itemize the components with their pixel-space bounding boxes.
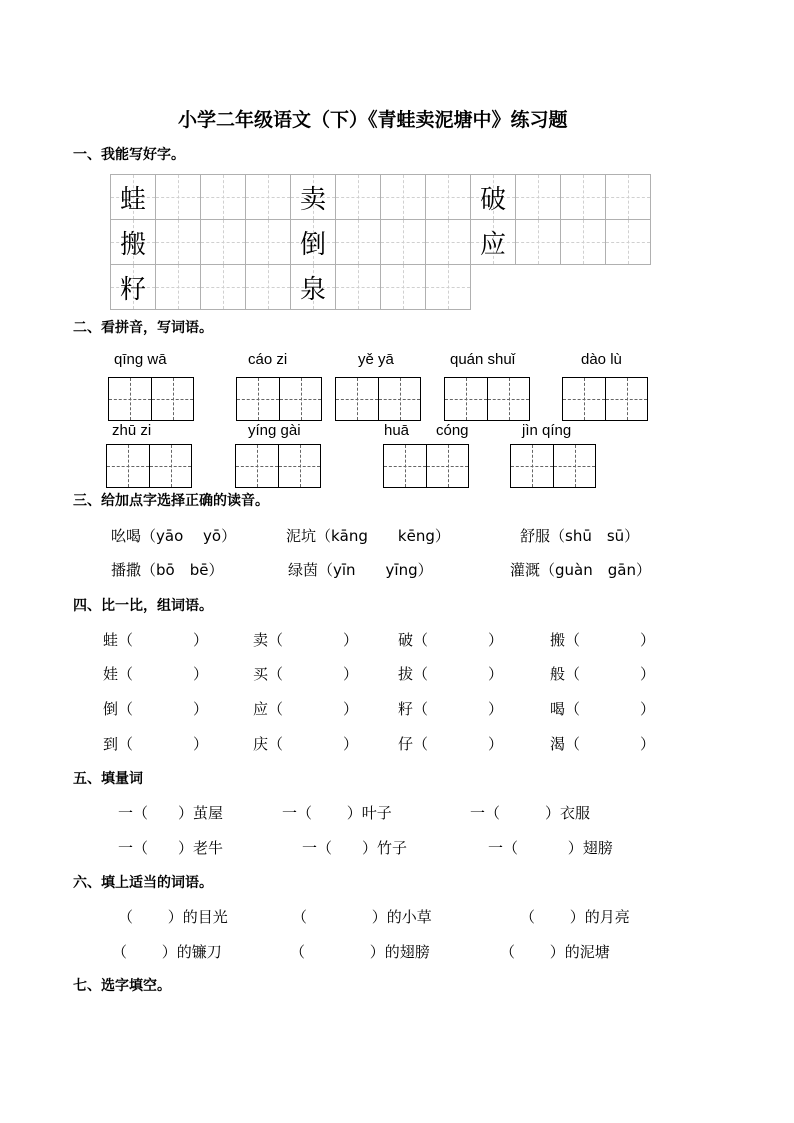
- reading-choice: 播撒（bō bē）: [111, 561, 224, 579]
- pinyin-label: yíng gài: [248, 422, 301, 439]
- compare-word-item[interactable]: 到（ ）: [103, 735, 209, 753]
- compare-word-item[interactable]: 喝（ ）: [550, 700, 656, 718]
- writing-cell[interactable]: [606, 175, 651, 220]
- fill-phrase-item[interactable]: （ ）的镰刀: [112, 943, 222, 961]
- handwriting-grid: [110, 174, 651, 310]
- model-char: 泉: [299, 274, 326, 305]
- handwriting-row: [111, 265, 651, 310]
- handwriting-row: [111, 220, 651, 265]
- writing-cell[interactable]: [561, 175, 606, 220]
- writing-cell[interactable]: [381, 175, 426, 220]
- fill-phrase-item[interactable]: （ ）的小草: [292, 908, 432, 926]
- writing-cell[interactable]: [561, 220, 606, 265]
- section-6-heading: 六、填上适当的词语。: [73, 875, 213, 891]
- writing-cell[interactable]: [606, 220, 651, 265]
- model-char-cell: [111, 220, 156, 265]
- write-box[interactable]: [235, 444, 321, 488]
- compare-word-item[interactable]: 籽（ ）: [398, 700, 504, 718]
- section-3-heading: 三、给加点字选择正确的读音。: [73, 493, 269, 509]
- measure-word-item[interactable]: 一（ ）茧屋: [118, 804, 224, 822]
- writing-cell[interactable]: [201, 220, 246, 265]
- pinyin-label: cáo zi: [248, 351, 288, 368]
- writing-cell[interactable]: [246, 220, 291, 265]
- writing-cell[interactable]: [156, 265, 201, 310]
- compare-word-item[interactable]: 买（ ）: [253, 665, 359, 683]
- writing-cell[interactable]: [246, 175, 291, 220]
- compare-word-item[interactable]: 般（ ）: [550, 665, 656, 683]
- writing-cell[interactable]: [156, 175, 201, 220]
- write-box[interactable]: [108, 377, 194, 421]
- write-box[interactable]: [106, 444, 192, 488]
- write-box[interactable]: [510, 444, 596, 488]
- compare-word-item[interactable]: 应（ ）: [253, 700, 359, 718]
- compare-word-item[interactable]: 蛙（ ）: [103, 631, 209, 649]
- writing-cell[interactable]: [426, 220, 471, 265]
- section-1-heading: 一、我能写好字。: [73, 147, 185, 163]
- compare-word-item[interactable]: 渴（ ）: [550, 735, 656, 753]
- writing-cell[interactable]: [201, 265, 246, 310]
- page-title: 小学二年级语文（下）《青蛙卖泥塘中》练习题: [178, 109, 568, 131]
- compare-word-item[interactable]: 倒（ ）: [103, 700, 209, 718]
- reading-choice: 绿茵（yīn yīng）: [288, 561, 433, 579]
- model-char: 应: [479, 229, 506, 260]
- fill-phrase-item[interactable]: （ ）的翅膀: [290, 943, 430, 961]
- compare-word-item[interactable]: 娃（ ）: [103, 665, 209, 683]
- write-box[interactable]: [335, 377, 421, 421]
- model-char: 蛙: [119, 184, 146, 215]
- model-char: 破: [479, 184, 506, 215]
- writing-cell[interactable]: [336, 220, 381, 265]
- writing-cell[interactable]: [426, 175, 471, 220]
- measure-word-item[interactable]: 一（ ）翅膀: [488, 839, 613, 857]
- compare-word-item[interactable]: 搬（ ）: [550, 631, 656, 649]
- model-char: 卖: [299, 184, 326, 215]
- model-char-cell: [471, 175, 516, 220]
- model-char-cell: [291, 175, 336, 220]
- writing-cell[interactable]: [336, 175, 381, 220]
- pinyin-label: zhū zi: [112, 422, 152, 439]
- model-char: 籽: [119, 274, 146, 305]
- compare-word-item[interactable]: 拔（ ）: [398, 665, 504, 683]
- write-box[interactable]: [562, 377, 648, 421]
- model-char: 倒: [299, 229, 326, 260]
- writing-cell[interactable]: [156, 220, 201, 265]
- pinyin-label: huā: [384, 422, 410, 439]
- fill-phrase-item[interactable]: （ ）的月亮: [520, 908, 630, 926]
- compare-word-item[interactable]: 卖（ ）: [253, 631, 359, 649]
- pinyin-label: jìn qíng: [522, 422, 572, 439]
- reading-choice: 吆喝（yāo yō）: [111, 527, 237, 545]
- measure-word-item[interactable]: 一（ ）老牛: [118, 839, 224, 857]
- pinyin-label: yě yā: [358, 351, 394, 368]
- reading-choice: 泥坑（kāng kēng）: [286, 527, 450, 545]
- section-7-heading: 七、选字填空。: [73, 978, 171, 994]
- section-5-heading: 五、填量词: [73, 771, 143, 787]
- section-2-heading: 二、看拼音，写词语。: [73, 320, 213, 336]
- section-4-heading: 四、比一比，组词语。: [73, 598, 213, 614]
- writing-cell[interactable]: [426, 265, 471, 310]
- writing-cell[interactable]: [381, 220, 426, 265]
- write-box[interactable]: [444, 377, 530, 421]
- writing-cell[interactable]: [246, 265, 291, 310]
- model-char-cell: [471, 220, 516, 265]
- compare-word-item[interactable]: 破（ ）: [398, 631, 504, 649]
- model-char-cell: [291, 220, 336, 265]
- pinyin-label: cóng: [436, 422, 469, 439]
- compare-word-item[interactable]: 仔（ ）: [398, 735, 504, 753]
- writing-cell[interactable]: [516, 175, 561, 220]
- measure-word-item[interactable]: 一（ ）叶子: [282, 804, 392, 822]
- fill-phrase-item[interactable]: （ ）的泥塘: [500, 943, 610, 961]
- model-char-cell: [111, 265, 156, 310]
- reading-choice: 舒服（shū sū）: [520, 527, 640, 545]
- measure-word-item[interactable]: 一（ ）衣服: [470, 804, 591, 822]
- handwriting-row: [111, 175, 651, 220]
- pinyin-label: dào lù: [581, 351, 622, 368]
- writing-cell[interactable]: [336, 265, 381, 310]
- model-char-cell: [111, 175, 156, 220]
- reading-choice: 灌溉（guàn gān）: [510, 561, 651, 579]
- model-char-cell: [291, 265, 336, 310]
- writing-cell[interactable]: [381, 265, 426, 310]
- writing-cell[interactable]: [201, 175, 246, 220]
- pinyin-label: quán shuǐ: [450, 351, 516, 368]
- model-char: 搬: [119, 229, 146, 260]
- write-box[interactable]: [236, 377, 322, 421]
- write-box[interactable]: [383, 444, 469, 488]
- measure-word-item[interactable]: 一（ ）竹子: [302, 839, 408, 857]
- compare-word-item[interactable]: 庆（ ）: [253, 735, 359, 753]
- writing-cell[interactable]: [516, 220, 561, 265]
- fill-phrase-item[interactable]: （ ）的目光: [118, 908, 228, 926]
- pinyin-label: qīng wā: [114, 351, 167, 368]
